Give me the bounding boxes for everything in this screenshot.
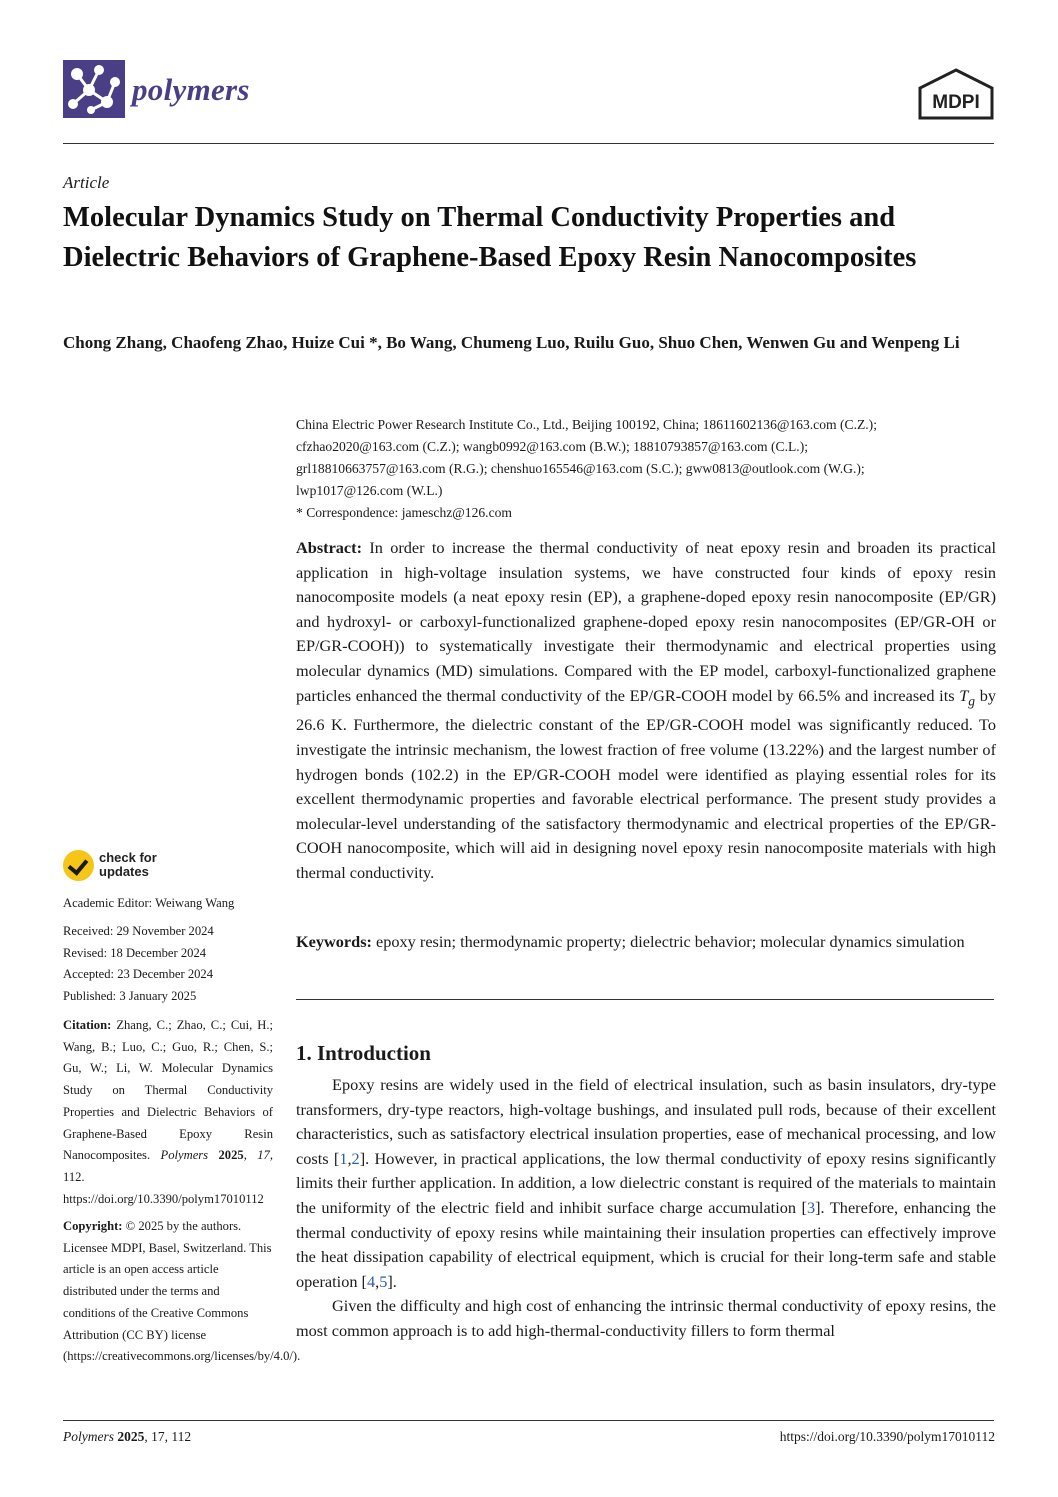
affiliation-line: lwp1017@126.com (W.L.)	[296, 483, 443, 498]
affiliation-line: cfzhao2020@163.com (C.Z.); wangb0992@163.com (B.W.); 18810793857@163.com (C.L.);	[296, 439, 809, 454]
footer-year: 2025	[114, 1429, 145, 1444]
abstract	[296, 536, 996, 886]
journal-name: polymers	[132, 72, 250, 107]
copyright-text: © 2025 by the authors. Licensee MDPI, Basel, Switzerland. This article is an open access article distributed under the terms and conditions of the Creative Commons Attribution (CC BY) license (https://creativecommons.org/licenses/by/4.0/).	[63, 1219, 301, 1364]
revised-date: Revised: 18 December 2024	[63, 945, 207, 960]
paragraph-text: ]. Therefore, enhancing the thermal conductivity of epoxy resins while maintaining their insulation properties can effectively improve the heat dissipation capability of electrical equipment, which is crucial for their long-term safe and stable operation [	[296, 1197, 996, 1291]
section-divider	[296, 999, 994, 1000]
abstract-text: In order to increase the thermal conductivity of neat epoxy resin and broaden its practical application in high-voltage insulation systems, we have constructed four kinds of epoxy resin nanocomposite models (a neat epoxy resin (EP), a graphene-doped epoxy resin nanocomposite (EP/GR) and hydroxyl- or carboxyl-functionalized graphene-doped epoxy resin nanocomposites (EP/GR-OH or EP/GR-COOH)) to systematically investigate their thermodynamic and electrical properties using molecular dynamics (MD) simulations. Compared with the EP model, carboxyl-functionalized graphene particles enhanced the thermal conductivity of the EP/GR-COOH model by 66.5% and increased its	[296, 538, 996, 705]
paragraph-text: Epoxy resins are widely used in the field of electrical insulation, such as basin insulators, dry-type transformers, dry-type reactors, high-voltage bushings, and insulated pull rods, because of their excellent characteristics, such as satisfactory electrical insulation properties, ease of mechanical processing, and low costs [	[296, 1075, 996, 1168]
citation-label: Citation:	[63, 1018, 112, 1032]
check-updates-line1: check for	[99, 850, 157, 865]
check-for-updates-button[interactable]	[63, 849, 183, 889]
citation-year: 2025	[208, 1148, 244, 1163]
abstract-label: Abstract:	[296, 538, 363, 557]
citation-block	[63, 1015, 273, 1210]
accepted-date: Accepted: 23 December 2024	[63, 967, 214, 982]
affiliation-line: China Electric Power Research Institute Co., Ltd., Beijing 100192, China; 18611602136@163.com (C.Z.);	[296, 417, 877, 432]
keywords	[296, 930, 996, 955]
polymers-molecule-logo-icon	[63, 60, 125, 118]
published-date: Published: 3 January 2025	[63, 989, 197, 1004]
correspondence-line: * Correspondence: jameschz@126.com	[296, 505, 512, 520]
publisher-name: MDPI	[932, 92, 980, 113]
footer-journal: Polymers	[63, 1429, 114, 1444]
affiliation-line: grl18810663757@163.com (R.G.); chenshuo165546@163.com (S.C.); gww0813@outlook.com (W.G.);	[296, 461, 865, 476]
academic-editor: Academic Editor: Weiwang Wang	[63, 896, 235, 910]
introduction-body	[296, 1073, 996, 1344]
copyright-block	[63, 1216, 301, 1368]
mdpi-logo-icon	[916, 68, 996, 122]
check-updates-line2: updates	[99, 864, 149, 879]
keywords-label: Keywords:	[296, 932, 372, 951]
footer-citation	[63, 1429, 191, 1445]
reference-link[interactable]: 5	[379, 1271, 388, 1291]
footer-doi-link[interactable]: https://doi.org/10.3390/polym17010112	[779, 1429, 995, 1444]
citation-journal: Polymers	[160, 1148, 209, 1163]
paragraph: Epoxy resins are widely used in the field of electrical insulation, such as basin insulators, dry-type transformers, dry-type reactors, high-voltage bushings, and insulated pull rods, because of their excellent characteristics, such as satisfactory electrical insulation properties, ease of mechanical processing, and low costs [1,2]. However, in practical applications, the low thermal conductivity of epoxy resins significantly limits their further application. In addition, a low dielectric constant is required of the materials to maintain the uniformity of the electric field and inhibit surface charge accumulation [3]. Therefore, enhancing the thermal conductivity of epoxy resins while maintaining their insulation properties can effectively improve the heat dissipation capability of electrical equipment, which is crucial for their long-term safe and stable operation [4,5].	[296, 1075, 996, 1291]
copyright-label: Copyright:	[63, 1219, 123, 1233]
citation-doi[interactable]: 112. https://doi.org/10.3390/polym17010112	[63, 1169, 264, 1206]
check-mark-icon	[63, 850, 94, 881]
citation-volume: , 17,	[243, 1148, 274, 1163]
reference-link[interactable]: 4	[366, 1271, 376, 1291]
abstract-text-continued: by 26.6 K. Furthermore, the dielectric constant of the EP/GR-COOH model was significantly reduced. To investigate the intrinsic mechanism, the lowest fraction of free volume (13.22%) and the largest number of hydrogen bonds (102.2) in the EP/GR-COOH model were identified as playing essential roles for its excellent thermodynamic properties and favorable electrical performance. The present study provides a molecular-level understanding of the satisfactory thermodynamic and electrical properties of the EP/GR-COOH nanocomposite, which will aid in designing novel epoxy resin nanocomposite materials with high thermal conductivity.	[296, 685, 996, 882]
paragraph-text: ].	[387, 1271, 397, 1291]
reference-link[interactable]: 3	[806, 1197, 816, 1217]
tg-symbol: T	[959, 685, 969, 705]
article-type: Article	[63, 173, 110, 192]
footer-divider	[63, 1420, 994, 1421]
header-divider	[63, 143, 994, 144]
citation-text: Zhang, C.; Zhao, C.; Cui, H.; Wang, B.; Luo, C.; Guo, R.; Chen, S.; Gu, W.; Li, W. Molecular Dynamics Study on Thermal Conductivity Properties and Dielectric Behaviors of Graphene-Based Epoxy Resin Nanocomposites.	[63, 1018, 273, 1163]
footer-volume-page: , 17, 112	[144, 1429, 192, 1444]
article-title: Molecular Dynamics Study on Thermal Conductivity Properties and Dielectric Behaviors of Graphene-Based Epoxy Resin Nanocomposites	[63, 202, 917, 273]
author-list: Chong Zhang, Chaofeng Zhao, Huize Cui *, Bo Wang, Chumeng Luo, Ruilu Guo, Shuo Chen, Wenwen Gu and Wenpeng Li	[63, 333, 960, 352]
keywords-text: epoxy resin; thermodynamic property; dielectric behavior; molecular dynamics simulation	[371, 932, 965, 951]
received-date: Received: 29 November 2024	[63, 924, 214, 938]
affiliation-block	[296, 414, 996, 524]
section-heading: 1. Introduction	[296, 1041, 431, 1065]
publication-dates	[63, 921, 273, 1008]
reference-link[interactable]: 1	[339, 1148, 348, 1168]
paragraph: Given the difficulty and high cost of enhancing the intrinsic thermal conductivity of epoxy resins, the most common approach is to add high-thermal-conductivity fillers to form thermal	[296, 1296, 996, 1340]
reference-link[interactable]: 2	[351, 1148, 360, 1168]
tg-subscript: g	[968, 692, 976, 708]
paragraph-text: ]. However, in practical applications, the low thermal conductivity of epoxy resins significantly limits their further application. In addition, a low dielectric constant is required of the materials to maintain the uniformity of the electric field and inhibit surface charge accumulation [	[296, 1148, 996, 1217]
